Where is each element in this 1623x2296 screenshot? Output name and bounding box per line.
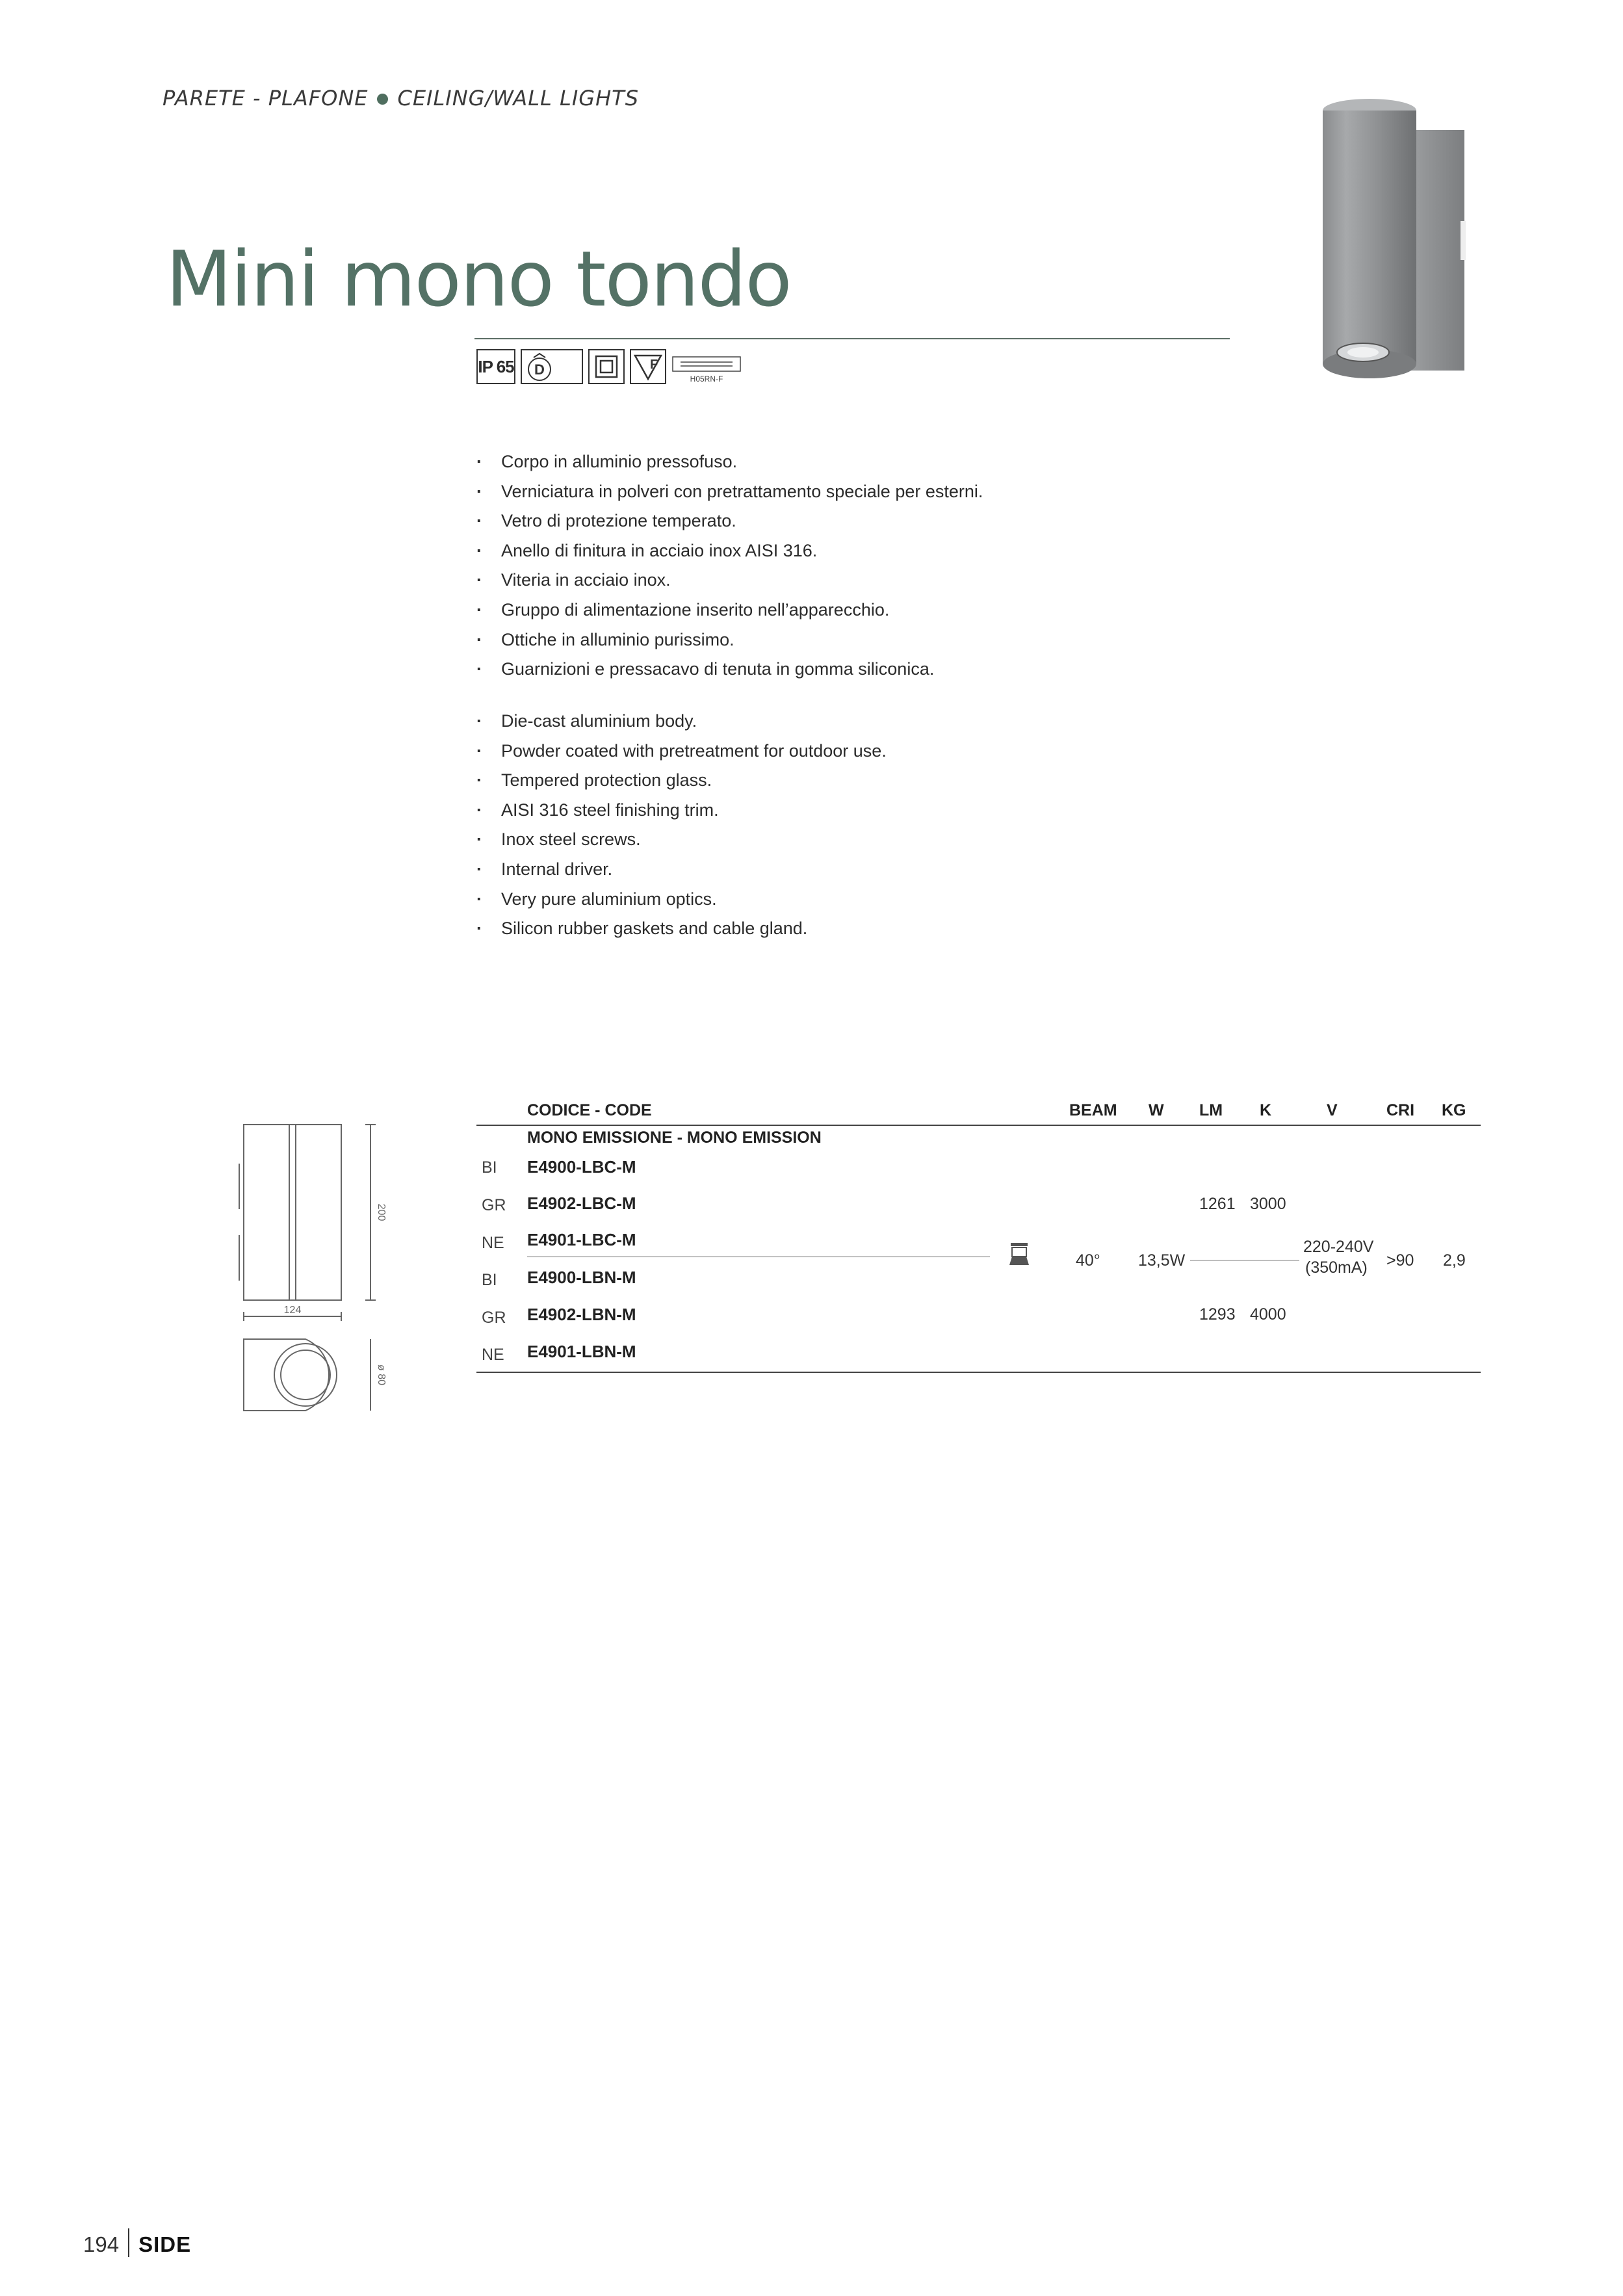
- page-number: 194: [83, 2232, 120, 2256]
- feature-item: · Verniciatura in polveri con pretrattamento speciale per esterni.: [476, 477, 983, 507]
- feature-item: · Internal driver.: [476, 855, 887, 885]
- feature-item: · Inox steel screws.: [476, 825, 887, 855]
- product-code: E4902-LBN-M: [527, 1305, 636, 1324]
- dimension-diameter: ø 80: [376, 1364, 387, 1386]
- feature-item: · Powder coated with pretreatment for outdoor use.: [476, 737, 887, 766]
- spotlight-icon: [1008, 1242, 1030, 1268]
- kelvin-lbn: 4000: [1250, 1305, 1286, 1324]
- table-header-rule: [476, 1125, 1481, 1126]
- header-code: CODICE - CODE: [527, 1101, 652, 1119]
- group-label: MONO EMISSIONE - MONO EMISSION: [527, 1128, 822, 1147]
- power-value: 13,5W: [1138, 1251, 1186, 1270]
- finish-code: BI: [482, 1158, 497, 1177]
- lumen-lbn: 1293: [1199, 1305, 1236, 1324]
- feature-item: · Very pure aluminium optics.: [476, 885, 887, 915]
- product-code: E4900-LBN-M: [527, 1268, 636, 1287]
- feature-item: · Tempered protection glass.: [476, 766, 887, 796]
- cable-type-icon: [671, 349, 742, 384]
- class-ii-icon: [588, 349, 625, 384]
- spec-table: [476, 1092, 1481, 1378]
- technical-drawing: [227, 1105, 390, 1417]
- header-cri: CRI: [1386, 1101, 1415, 1119]
- brand-name: SIDE: [138, 2232, 192, 2256]
- product-code: E4901-LBC-M: [527, 1230, 636, 1249]
- feature-item: · AISI 316 steel finishing trim.: [476, 796, 887, 826]
- feature-item: · Anello di finitura in acciaio inox AISI 316.: [476, 536, 983, 566]
- feature-item: · Ottiche in alluminio purissimo.: [476, 625, 983, 655]
- bullet-dot-icon: [377, 94, 388, 105]
- header-k: K: [1260, 1101, 1272, 1119]
- finish-code: NE: [482, 1346, 504, 1364]
- ip-rating-badge: [476, 349, 515, 384]
- title-divider: [474, 338, 1230, 339]
- feature-item: · Guarnizioni e pressacavo di tenuta in gomma siliconica.: [476, 655, 983, 685]
- product-code: E4901-LBN-M: [527, 1342, 636, 1361]
- cable-type-label: H05RN-F: [690, 374, 723, 384]
- dimension-width: 124: [283, 1305, 302, 1316]
- certification-icons: [476, 349, 742, 388]
- features-list-en: [476, 707, 887, 944]
- header-v: V: [1327, 1101, 1338, 1119]
- finish-code: BI: [482, 1271, 497, 1289]
- current-value: (350mA): [1305, 1259, 1368, 1277]
- finish-code: GR: [482, 1196, 506, 1214]
- f-mark-icon: [630, 349, 666, 384]
- section-header-it: PARETE - PLAFONE: [162, 86, 369, 111]
- footer-separator: [128, 2228, 129, 2257]
- header-beam: BEAM: [1069, 1101, 1117, 1119]
- finish-code: GR: [482, 1309, 506, 1327]
- header-w: W: [1149, 1101, 1164, 1119]
- feature-item: · Viteria in acciaio inox.: [476, 566, 983, 595]
- d-mark-label: D: [534, 361, 545, 378]
- features-list-it: [476, 447, 983, 685]
- ip-rating-label: IP 65: [478, 356, 514, 376]
- product-code: E4902-LBC-M: [527, 1194, 636, 1213]
- product-photo: [1310, 91, 1466, 390]
- section-header-en: CEILING/WALL LIGHTS: [397, 86, 639, 111]
- page-footer: [83, 2228, 191, 2261]
- header-lm: LM: [1199, 1101, 1223, 1119]
- kelvin-lbc: 3000: [1250, 1195, 1286, 1213]
- lumen-lbc: 1261: [1199, 1195, 1236, 1213]
- feature-item: · Die-cast aluminium body.: [476, 707, 887, 737]
- weight-value: 2,9: [1443, 1251, 1466, 1270]
- header-kg: KG: [1442, 1101, 1466, 1119]
- feature-item: · Gruppo di alimentazione inserito nell’apparecchio.: [476, 595, 983, 625]
- dimension-height: 200: [376, 1203, 387, 1221]
- feature-item: · Vetro di protezione temperato.: [476, 506, 983, 536]
- voltage-value: 220-240V: [1303, 1238, 1374, 1256]
- section-header: [162, 86, 639, 111]
- feature-item: · Corpo in alluminio pressofuso.: [476, 447, 983, 477]
- cri-value: >90: [1386, 1251, 1414, 1270]
- feature-item: · Silicon rubber gaskets and cable gland.: [476, 914, 887, 944]
- d-mark-icon: [521, 349, 583, 384]
- page-title: Mini mono tondo: [166, 234, 791, 324]
- finish-code: NE: [482, 1234, 504, 1252]
- table-bottom-rule: [476, 1372, 1481, 1373]
- f-mark-label: F: [650, 358, 658, 372]
- product-code: E4900-LBC-M: [527, 1157, 636, 1177]
- beam-value: 40°: [1076, 1251, 1100, 1270]
